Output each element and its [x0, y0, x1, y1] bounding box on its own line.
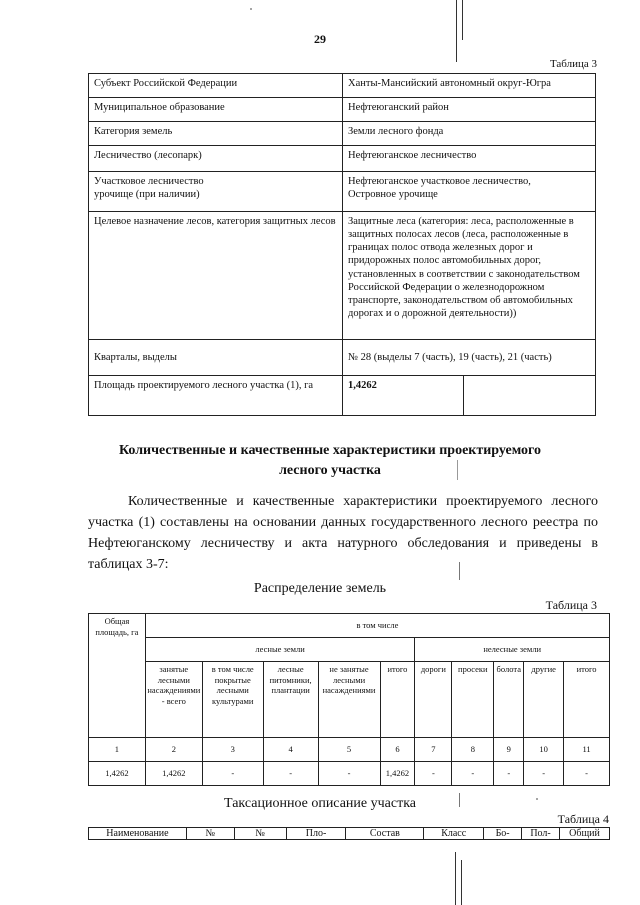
column-header: итого	[564, 662, 610, 738]
data-cell: 1,4262	[145, 762, 202, 786]
column-number: 7	[415, 738, 452, 762]
col-header-total: Общая площадь, га	[89, 614, 146, 738]
column-header: №	[186, 828, 234, 840]
data-cell: -	[202, 762, 263, 786]
column-number: 4	[263, 738, 318, 762]
column-header: №	[234, 828, 286, 840]
col-header-including: в том числе	[145, 614, 609, 638]
data-cell: -	[263, 762, 318, 786]
table1-value: Защитные леса (категория: леса, расположенные в защитных полосах лесов (леса, расположенные в границах полос отвода железных дорог и придорожных полос автомобильных дорог, установленных в соответствии с законодательством Российской Федерации о железнодорожном транспорте, законодательством об автомобильных дорогах и о дорожной деятельности))	[343, 212, 596, 340]
column-header: занятые лесными насаждениями - всего	[145, 662, 202, 738]
scan-artifact-line	[462, 0, 463, 40]
taxation-title: Таксационное описание участка	[224, 796, 416, 811]
data-cell: 1,4262	[89, 762, 146, 786]
table1-value: Нефтеюганское участковое лесничество, Островное урочище	[343, 172, 596, 212]
column-number: 9	[494, 738, 524, 762]
taxation-table-header	[88, 827, 610, 840]
page-number: 29	[314, 32, 326, 46]
column-number: 10	[524, 738, 564, 762]
column-header: дороги	[415, 662, 452, 738]
column-header: в том числе покрытые лесными культурами	[202, 662, 263, 738]
land-distribution-title: Распределение земель	[253, 581, 387, 596]
col-header-nonforest: нелесные земли	[415, 638, 610, 662]
column-header: не занятые лесными насаждениями	[318, 662, 380, 738]
data-cell: -	[564, 762, 610, 786]
table4-label: Таблица 4	[557, 812, 609, 826]
table1-value: № 28 (выделы 7 (часть), 19 (часть), 21 (часть)	[343, 340, 596, 376]
table1-value: Нефтеюганское лесничество	[343, 146, 596, 172]
column-header: болота	[494, 662, 524, 738]
scan-speck	[536, 798, 538, 800]
table1-key: Кварталы, выделы	[89, 340, 343, 376]
data-cell: -	[452, 762, 494, 786]
scan-artifact-line	[457, 460, 458, 480]
area-value: 1,4262	[343, 376, 464, 416]
column-header: итого	[380, 662, 415, 738]
area-key: Площадь проектируемого лесного участка (1), га	[89, 376, 343, 416]
column-number: 11	[564, 738, 610, 762]
column-header: другие	[524, 662, 564, 738]
table1-key: Целевое назначение лесов, категория защитных лесов	[89, 212, 343, 340]
col-header-forest: лесные земли	[145, 638, 415, 662]
scan-artifact-line	[461, 860, 462, 905]
column-number: 1	[89, 738, 146, 762]
column-header: лесные питомники, плантации	[263, 662, 318, 738]
data-cell: 1,4262	[380, 762, 415, 786]
scan-artifact-line	[456, 0, 457, 62]
column-header: Бо-	[484, 828, 522, 840]
column-header: просеки	[452, 662, 494, 738]
empty-cell	[464, 376, 596, 416]
column-number: 6	[380, 738, 415, 762]
data-cell: -	[524, 762, 564, 786]
data-cell: -	[494, 762, 524, 786]
column-header: Наименование	[89, 828, 187, 840]
column-header: Класс	[424, 828, 484, 840]
table1-label: Таблица 3	[549, 58, 597, 70]
column-header: Состав	[346, 828, 424, 840]
paragraph-text: Количественные и качественные характеристики проектируемого лесного участка (1) составлены на основании данных государственного лесного реестра по Нефтеюганскому лесничеству и акта натурного обследования и приведены в таблицах 3-7:	[88, 494, 598, 572]
intro-paragraph	[88, 491, 598, 575]
table1-key: Субъект Российской Федерации	[89, 74, 343, 98]
land-distribution-table	[88, 613, 610, 786]
column-number: 2	[145, 738, 202, 762]
column-header: Пло-	[286, 828, 346, 840]
column-header: Пол-	[522, 828, 560, 840]
parcel-info-table	[88, 73, 596, 416]
table1-key: Категория земель	[89, 122, 343, 146]
column-number: 3	[202, 738, 263, 762]
section-heading: Количественные и качественные характеристики проектируемого лесного участка	[118, 443, 542, 478]
scan-artifact-line	[455, 852, 456, 905]
scan-artifact-line	[459, 562, 460, 580]
scan-artifact-line	[459, 793, 460, 807]
table1-key: Лесничество (лесопарк)	[89, 146, 343, 172]
table3-label: Таблица 3	[545, 598, 597, 612]
column-number: 8	[452, 738, 494, 762]
table1-value: Ханты-Мансийский автономный округ-Югра	[343, 74, 596, 98]
table1-value: Нефтеюганский район	[343, 98, 596, 122]
column-header: Общий	[560, 828, 610, 840]
scan-speck	[250, 8, 252, 10]
data-cell: -	[318, 762, 380, 786]
column-number: 5	[318, 738, 380, 762]
table1-key: Участковое лесничество урочище (при наличии)	[89, 172, 343, 212]
table1-value: Земли лесного фонда	[343, 122, 596, 146]
data-cell: -	[415, 762, 452, 786]
table1-key: Муниципальное образование	[89, 98, 343, 122]
